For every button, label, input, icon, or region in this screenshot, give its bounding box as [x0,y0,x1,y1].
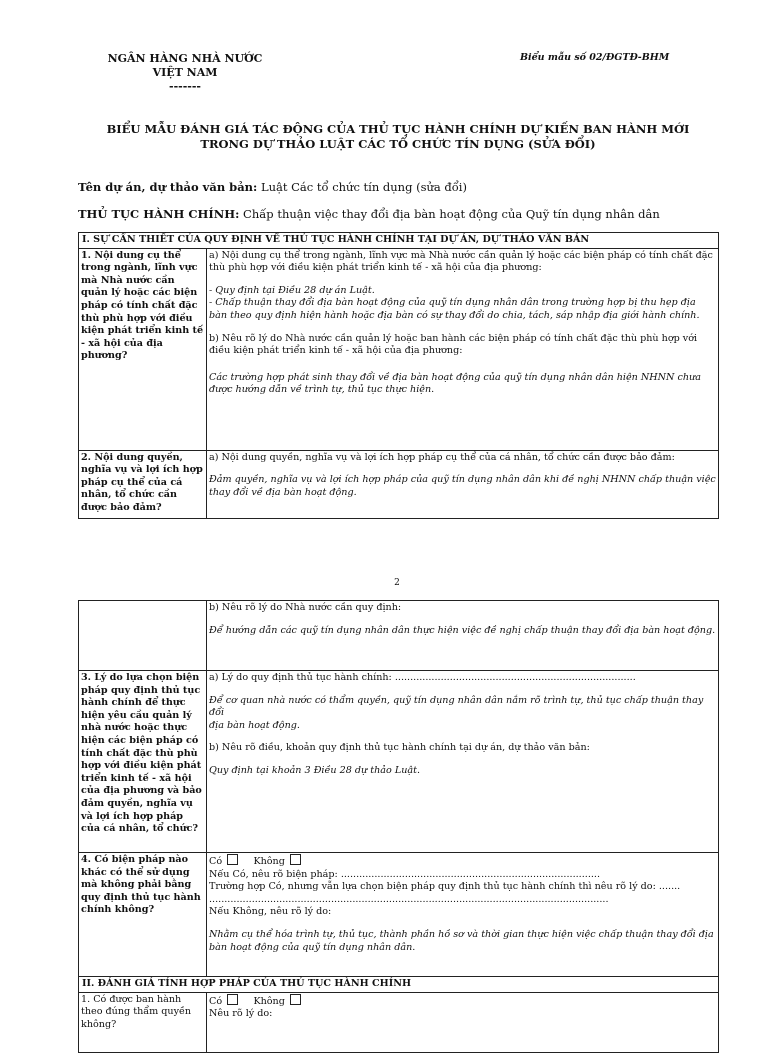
row4-options [209,854,716,869]
section2-row1-question: 1. Có được ban hành theo đúng thẩm quyền không? [79,992,207,1052]
row4-answer [207,853,719,977]
row1-b-question: b) Nêu rõ lý do Nhà nước cần quản lý hoặc ban hành các biện pháp có tính chất đặc thù phù hợp với điều kiện phát triển kinh tế - xã hội của địa phương: [209,332,698,357]
section2-heading: II. ĐÁNH GIÁ TÍNH HỢP PHÁP CỦA THỦ TỤC HÀNH CHÍNH [79,977,719,993]
org-line-3: ------- [169,80,201,93]
row3-question: 3. Lý do lựa chọn biện pháp quy định thủ tục hành chính để thực hiện yêu cầu quản lý nhà nước hoặc thực hiện các biện pháp có tính chất đặc thù phù hợp với điều kiện phát triển kinh tế - xã hội của địa phương và bảo đảm quyền, nghĩa vụ và lợi ích hợp pháp của cá nhân, tổ chức? [79,671,207,853]
assessment-table-page1 [78,232,719,519]
table-row [79,450,719,518]
row2-b-answer: Để hướng dẫn các quỹ tín dụng nhân dân thực hiện việc đề nghị chấp thuận thay đổi địa bàn hoạt động. [209,624,716,636]
table-row [79,671,719,853]
row1-a-question: a) Nội dung cụ thể trong ngành, lĩnh vực mà Nhà nước cần quản lý hoặc các biện pháp có tính chất đặc thù phù hợp với điều kiện phát triển kinh tế - xã hội của địa phương: [209,249,713,274]
section2-row1-answer [207,992,719,1052]
row2-a-answer: Đảm quyền, nghĩa vụ và lợi ích hợp pháp của quỹ tín dụng nhân dân khi đề nghị NHNN chấp thuận việc thay đổi về địa bàn hoạt động. [209,474,716,498]
procedure-value: Chấp thuận việc thay đổi địa bàn hoạt động của Quỹ tín dụng nhân dân [243,207,660,221]
yes-checkbox[interactable] [227,854,238,865]
row4-if-yes-still: Trường hợp Có, nhưng vẫn lựa chọn biện pháp quy định thủ tục hành chính thì nêu rõ lý do: ....... [209,881,681,893]
section1-heading-row [79,233,719,249]
project-value: Luật Các tổ chức tín dụng (sửa đổi) [260,180,467,194]
table-row [79,248,719,450]
org-line-1: NGÂN HÀNG NHÀ NƯỚC [107,52,263,65]
row3-b-answer: Quy định tại khoản 3 Điều 28 dự thảo Luật. [209,764,421,776]
section1-heading: I. SỰ CẦN THIẾT CỦA QUY ĐỊNH VỀ THỦ TỤC HÀNH CHÍNH TẠI DỰ ÁN, DỰ THẢO VĂN BẢN [79,233,719,249]
table-row [79,992,719,1052]
title-line-2: TRONG DỰ THẢO LUẬT CÁC TỔ CHỨC TÍN DỤNG (SỬA ĐỔI) [200,137,596,151]
row4-if-no: Nếu Không, nêu rõ lý do: [209,906,332,918]
procedure-label: THỦ TỤC HÀNH CHÍNH: [78,207,240,221]
document-title [60,122,736,152]
section2-row1-reason: Nêu rõ lý do: [209,1008,273,1020]
yes-checkbox[interactable] [227,994,238,1005]
row3-a-answer-2: địa bàn hoạt động. [209,719,300,731]
row3-b-question: b) Nêu rõ điều, khoản quy định thủ tục hành chính tại dự án, dự thảo văn bản: [209,742,590,754]
org-line-2: VIỆT NAM [152,66,218,79]
row3-a-question: a) Lý do quy định thủ tục hành chính: ............................................................................... [209,672,636,683]
no-checkbox[interactable] [290,854,301,865]
section2-heading-row [79,977,719,993]
row2-continued-answer [207,601,719,671]
table-row [79,853,719,977]
yes-label: Có [209,995,223,1007]
row2-a-question: a) Nội dung quyền, nghĩa vụ và lợi ích hợp pháp cụ thể của cá nhân, tổ chức cần được bảo đảm: [209,451,675,463]
section2-row1-options [209,994,716,1009]
title-line-1: BIỂU MẪU ĐÁNH GIÁ TÁC ĐỘNG CỦA THỦ TỤC HÀNH CHÍNH DỰ KIẾN BAN HÀNH MỚI [106,122,690,136]
no-label: Không [253,856,285,867]
row1-a-answer-2: - Chấp thuận thay đổi địa bàn hoạt động của quỹ tín dụng nhân dân trong trường hợp bị thu hẹp địa bàn theo quy định hiện hành hoặc địa bàn có sự thay đổi do chia, tách, sáp nhập địa giới hành chính. [209,297,700,321]
procedure-name [78,207,660,221]
row1-question: 1. Nội dung cụ thể trong ngành, lĩnh vực mà Nhà nước cần quản lý hoặc các biện pháp có tính chất đặc thù phù hợp với điều kiện phát triển kinh tế - xã hội của địa phương? [79,248,207,450]
row1-a-answer-1: - Quy định tại Điều 28 dự án Luật. [209,284,375,296]
page-number: 2 [394,578,400,588]
yes-label: Có [209,856,223,867]
form-number: Biểu mẫu số 02/ĐGTĐ-BHM [520,52,670,63]
row2-question: 2. Nội dung quyền, nghĩa vụ và lợi ích hợp pháp cụ thể của cá nhân, tổ chức cần được bảo đảm? [79,450,207,518]
row3-answer [207,671,719,853]
project-name [78,180,467,194]
row4-if-yes: Nếu Có, nêu rõ biện pháp: ..................................................................................... [209,868,601,880]
row4-question: 4. Có biện pháp nào khác có thể sử dụng mà không phải bằng quy định thủ tục hành chính không? [79,853,207,977]
table-row [79,601,719,671]
row3-a-answer-1: Để cơ quan nhà nước có thẩm quyền, quỹ tín dụng nhân dân nắm rõ trình tự, thủ tục chấp thuận thay đổi [209,694,704,719]
row1-answer [207,248,719,450]
row2-continued-question [79,601,207,671]
row1-b-answer: Các trường hợp phát sinh thay đổi về địa bàn hoạt động của quỹ tín dụng nhân dân hiện NHNN chưa được hướng dẫn về trình tự, thủ tục thực hiện. [209,371,701,396]
row4-no-answer: Nhằm cụ thể hóa trình tự, thủ tục, thành phần hồ sơ và thời gian thực hiện việc chấp thuận thay đổi địa bàn hoạt động của quỹ tín dụng nhân dân. [209,928,714,953]
no-label: Không [253,995,285,1007]
row4-dots: ................................................................................................................................... [209,893,609,905]
project-label: Tên dự án, dự thảo văn bản: [78,180,258,194]
organization-name [100,52,270,94]
row2-answer [207,450,719,518]
row2-b-question: b) Nêu rõ lý do Nhà nước cần quy định: [209,602,402,613]
assessment-table-page2 [78,600,719,1053]
no-checkbox[interactable] [290,994,301,1005]
